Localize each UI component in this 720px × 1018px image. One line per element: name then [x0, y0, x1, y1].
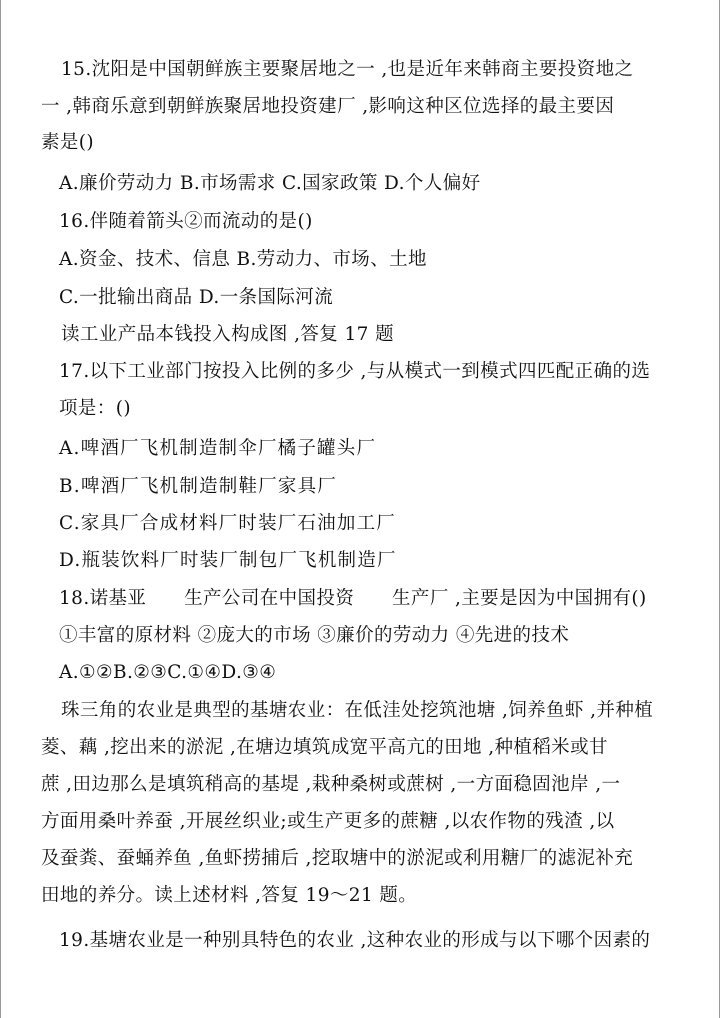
passage-line-5: 及蚕粪、蚕蛹养鱼 ,鱼虾捞捕后 ,挖取塘中的淤泥或利用糖厂的滤泥补充 [41, 848, 634, 869]
passage-line-6: 田地的养分。读上述材料 ,答复 19～21 题。 [41, 885, 418, 906]
q17-line-2: 项是：() [59, 398, 131, 419]
q16-options-ab: A.资金、技术、信息 B.劳动力、市场、土地 [59, 249, 427, 270]
passage-line-1: 珠三角的农业是典型的基塘农业：在低洼处挖筑池塘 ,饲养鱼虾 ,并种植 [61, 700, 654, 721]
q15-line-3: 素是() [41, 132, 95, 153]
passage-line-3: 蔗 ,田边那么是填筑稍高的基堤 ,栽种桑树或蔗树 ,一方面稳固池岸 ,一 [41, 774, 621, 795]
q18-choices: ①丰富的原材料 ②庞大的市场 ③廉价的劳动力 ④先进的技术 [59, 625, 570, 646]
q15-line-2: 一 ,韩商乐意到朝鲜族聚居地投资建厂 ,影响这种区位选择的最主要因 [41, 96, 615, 117]
q17-instruction: 读工业产品本钱投入构成图 ,答复 17 题 [61, 324, 394, 345]
q17-option-a: A.啤酒厂飞机制造制伞厂橘子罐头厂 [59, 438, 377, 459]
q18-question: 18.诺基亚 生产公司在中国投资 生产厂 ,主要是因为中国拥有() [59, 588, 647, 609]
q19-question: 19.基塘农业是一种别具特色的农业 ,这种农业的形成与以下哪个因素的 [59, 930, 651, 951]
q15-options: A.廉价劳动力 B.市场需求 C.国家政策 D.个人偏好 [59, 173, 481, 194]
q16-options-cd: C.一批输出商品 D.一条国际河流 [59, 287, 334, 308]
q17-option-c: C.家具厂合成材料厂时装厂石油加工厂 [59, 513, 396, 534]
q18-options: A.①②B.②③C.①④D.③④ [59, 662, 277, 683]
passage-line-2: 菱、藕 ,挖出来的淤泥 ,在塘边填筑成宽平高亢的田地 ,种植稻米或甘 [41, 737, 608, 758]
q17-option-d: D.瓶装饮料厂时装厂制包厂飞机制造厂 [59, 550, 397, 571]
q15-line-1: 15.沈阳是中国朝鲜族主要聚居地之一 ,也是近年来韩商主要投资地之 [61, 59, 634, 80]
q17-option-b: B.啤酒厂飞机制造制鞋厂家具厂 [59, 476, 337, 497]
passage-line-4: 方面用桑叶养蚕 ,开展丝织业;或生产更多的蔗糖 ,以农作物的残渣 ,以 [41, 811, 615, 832]
q16-question: 16.伴随着箭头②而流动的是() [59, 211, 313, 232]
q17-line-1: 17.以下工业部门按投入比例的多少 ,与从模式一到模式四匹配正确的选 [59, 361, 651, 382]
